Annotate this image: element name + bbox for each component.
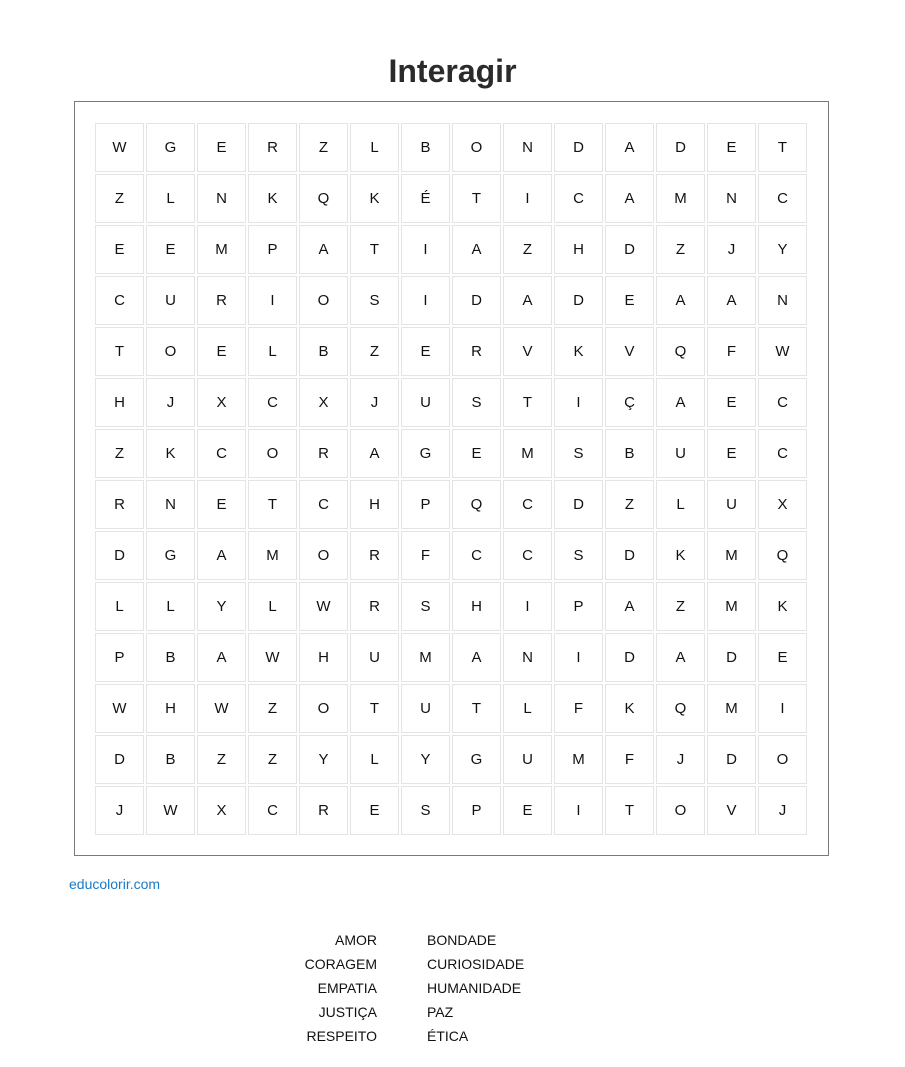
grid-cell: E [197, 123, 246, 172]
grid-cell: M [656, 174, 705, 223]
grid-cell: L [656, 480, 705, 529]
grid-cell: J [758, 786, 807, 835]
grid-cell: C [758, 174, 807, 223]
grid-cell: R [248, 123, 297, 172]
grid-cell: Y [758, 225, 807, 274]
grid-cell: A [605, 123, 654, 172]
grid-cell: H [299, 633, 348, 682]
grid-cell: M [197, 225, 246, 274]
grid-cell: O [299, 684, 348, 733]
grid-cell: Q [656, 684, 705, 733]
grid-cell: W [146, 786, 195, 835]
grid-cell: W [758, 327, 807, 376]
grid-cell: E [758, 633, 807, 682]
grid-cell: A [299, 225, 348, 274]
grid-cell: G [452, 735, 501, 784]
grid-cell: W [95, 684, 144, 733]
grid-cell: S [401, 786, 450, 835]
grid-cell: L [350, 735, 399, 784]
grid-cell: D [554, 123, 603, 172]
grid-cell: Y [401, 735, 450, 784]
grid-cell: S [401, 582, 450, 631]
grid-cell: A [605, 174, 654, 223]
grid-cell: M [707, 531, 756, 580]
grid-cell: I [503, 582, 552, 631]
grid-cell: E [503, 786, 552, 835]
grid-cell: K [758, 582, 807, 631]
grid-cell: J [146, 378, 195, 427]
grid-cell: U [401, 378, 450, 427]
grid-cell: N [146, 480, 195, 529]
grid-cell: D [605, 633, 654, 682]
grid-cell: V [605, 327, 654, 376]
grid-cell: O [656, 786, 705, 835]
grid-cell: Z [350, 327, 399, 376]
grid-cell: A [197, 531, 246, 580]
grid-cell: E [605, 276, 654, 325]
grid-cell: F [707, 327, 756, 376]
grid-cell: O [299, 531, 348, 580]
grid-cell: S [554, 531, 603, 580]
grid-cell: A [656, 276, 705, 325]
grid-cell: T [452, 174, 501, 223]
word-item: RESPEITO [306, 1028, 377, 1044]
grid-cell: L [248, 582, 297, 631]
grid-cell: C [503, 480, 552, 529]
grid-cell: U [146, 276, 195, 325]
grid-cell: M [707, 582, 756, 631]
grid-cell: A [707, 276, 756, 325]
grid-cell: B [146, 735, 195, 784]
word-item: JUSTIÇA [318, 1004, 377, 1020]
grid-cell: O [299, 276, 348, 325]
grid-cell: K [656, 531, 705, 580]
grid-cell: W [197, 684, 246, 733]
grid-cell: X [197, 378, 246, 427]
grid-cell: R [95, 480, 144, 529]
grid-cell: É [401, 174, 450, 223]
grid-cell: I [554, 786, 603, 835]
grid-cell: T [350, 684, 399, 733]
grid-cell: Z [503, 225, 552, 274]
grid-cell: D [605, 225, 654, 274]
grid-cell: H [452, 582, 501, 631]
grid-cell: D [95, 531, 144, 580]
grid-cell: J [350, 378, 399, 427]
grid-cell: C [248, 786, 297, 835]
grid-cell: K [350, 174, 399, 223]
grid-cell: A [197, 633, 246, 682]
grid-cell: N [503, 123, 552, 172]
grid-cell: D [554, 276, 603, 325]
grid-cell: D [707, 633, 756, 682]
grid-cell: H [554, 225, 603, 274]
grid-cell: Z [95, 429, 144, 478]
grid-cell: C [248, 378, 297, 427]
grid-cell: U [656, 429, 705, 478]
grid-cell: U [707, 480, 756, 529]
grid-cell: P [554, 582, 603, 631]
grid-cell: C [503, 531, 552, 580]
grid-cell: A [656, 378, 705, 427]
grid-cell: S [452, 378, 501, 427]
grid-cell: Q [758, 531, 807, 580]
grid-cell: T [503, 378, 552, 427]
grid-cell: U [401, 684, 450, 733]
word-search-grid [95, 123, 807, 835]
grid-cell: C [299, 480, 348, 529]
grid-cell: S [554, 429, 603, 478]
grid-cell: C [758, 378, 807, 427]
grid-cell: A [452, 225, 501, 274]
grid-cell: U [503, 735, 552, 784]
grid-cell: E [350, 786, 399, 835]
grid-cell: S [350, 276, 399, 325]
grid-cell: M [554, 735, 603, 784]
grid-cell: C [758, 429, 807, 478]
grid-cell: A [452, 633, 501, 682]
grid-cell: W [248, 633, 297, 682]
grid-cell: I [554, 633, 603, 682]
grid-cell: B [146, 633, 195, 682]
grid-cell: W [95, 123, 144, 172]
grid-cell: O [146, 327, 195, 376]
grid-cell: F [401, 531, 450, 580]
grid-cell: P [401, 480, 450, 529]
grid-cell: E [707, 429, 756, 478]
grid-cell: L [350, 123, 399, 172]
grid-cell: B [299, 327, 348, 376]
site-link[interactable]: educolorir.com [69, 876, 161, 892]
grid-cell: P [248, 225, 297, 274]
grid-cell: E [95, 225, 144, 274]
grid-cell: Y [197, 582, 246, 631]
grid-cell: O [758, 735, 807, 784]
grid-cell: B [605, 429, 654, 478]
word-item: HUMANIDADE [427, 980, 522, 996]
grid-cell: Y [299, 735, 348, 784]
grid-cell: H [146, 684, 195, 733]
grid-cell: J [656, 735, 705, 784]
grid-cell: E [197, 327, 246, 376]
page-title: Interagir [388, 53, 517, 89]
grid-cell: K [605, 684, 654, 733]
grid-cell: Ç [605, 378, 654, 427]
grid-cell: I [401, 225, 450, 274]
grid-cell: D [707, 735, 756, 784]
word-item: CURIOSIDADE [427, 956, 525, 972]
grid-cell: J [95, 786, 144, 835]
grid-cell: C [95, 276, 144, 325]
word-list [280, 930, 600, 1050]
grid-cell: K [146, 429, 195, 478]
word-item: CORAGEM [304, 956, 377, 972]
grid-cell: Z [605, 480, 654, 529]
grid-cell: D [95, 735, 144, 784]
grid-cell: D [452, 276, 501, 325]
grid-cell: X [299, 378, 348, 427]
grid-cell: R [197, 276, 246, 325]
grid-cell: G [146, 531, 195, 580]
grid-cell: V [707, 786, 756, 835]
grid-cell: O [452, 123, 501, 172]
grid-cell: A [350, 429, 399, 478]
word-item: BONDADE [427, 932, 497, 948]
grid-cell: D [656, 123, 705, 172]
grid-cell: L [146, 174, 195, 223]
grid-cell: M [248, 531, 297, 580]
grid-cell: T [350, 225, 399, 274]
grid-cell: F [554, 684, 603, 733]
grid-cell: Z [197, 735, 246, 784]
grid-cell: I [248, 276, 297, 325]
grid-cell: A [503, 276, 552, 325]
word-item: EMPATIA [317, 980, 377, 996]
grid-cell: G [401, 429, 450, 478]
grid-cell: C [554, 174, 603, 223]
grid-cell: P [95, 633, 144, 682]
grid-cell: E [707, 378, 756, 427]
grid-cell: T [605, 786, 654, 835]
grid-cell: I [401, 276, 450, 325]
grid-cell: K [248, 174, 297, 223]
grid-cell: I [554, 378, 603, 427]
grid-cell: Z [95, 174, 144, 223]
grid-cell: T [452, 684, 501, 733]
grid-cell: L [503, 684, 552, 733]
word-item: ÉTICA [427, 1028, 469, 1044]
grid-cell: T [758, 123, 807, 172]
grid-cell: T [95, 327, 144, 376]
grid-cell: N [503, 633, 552, 682]
grid-cell: E [197, 480, 246, 529]
grid-cell: I [758, 684, 807, 733]
grid-cell: L [146, 582, 195, 631]
grid-cell: R [350, 531, 399, 580]
grid-cell: Q [452, 480, 501, 529]
grid-cell: M [401, 633, 450, 682]
grid-cell: Z [248, 684, 297, 733]
grid-cell: F [605, 735, 654, 784]
grid-cell: O [248, 429, 297, 478]
grid-cell: G [146, 123, 195, 172]
grid-cell: D [554, 480, 603, 529]
grid-cell: E [146, 225, 195, 274]
grid-cell: N [197, 174, 246, 223]
grid-cell: L [95, 582, 144, 631]
grid-cell: H [350, 480, 399, 529]
grid-cell: P [452, 786, 501, 835]
word-item: AMOR [335, 932, 377, 948]
grid-cell: T [248, 480, 297, 529]
grid-cell: Q [656, 327, 705, 376]
word-item: PAZ [427, 1004, 454, 1020]
grid-cell: M [503, 429, 552, 478]
grid-cell: C [452, 531, 501, 580]
grid-cell: H [95, 378, 144, 427]
grid-cell: L [248, 327, 297, 376]
grid-cell: N [758, 276, 807, 325]
grid-cell: U [350, 633, 399, 682]
grid-cell: I [503, 174, 552, 223]
grid-cell: Z [248, 735, 297, 784]
grid-cell: E [707, 123, 756, 172]
grid-cell: J [707, 225, 756, 274]
grid-cell: Z [656, 582, 705, 631]
grid-cell: Z [656, 225, 705, 274]
grid-cell: Z [299, 123, 348, 172]
grid-cell: B [401, 123, 450, 172]
grid-cell: N [707, 174, 756, 223]
grid-cell: E [452, 429, 501, 478]
grid-cell: R [299, 429, 348, 478]
grid-cell: A [656, 633, 705, 682]
grid-cell: Q [299, 174, 348, 223]
grid-cell: X [758, 480, 807, 529]
grid-cell: R [452, 327, 501, 376]
grid-cell: M [707, 684, 756, 733]
grid-cell: K [554, 327, 603, 376]
grid-cell: R [299, 786, 348, 835]
grid-cell: A [605, 582, 654, 631]
grid-cell: X [197, 786, 246, 835]
grid-cell: V [503, 327, 552, 376]
grid-cell: C [197, 429, 246, 478]
grid-cell: E [401, 327, 450, 376]
grid-cell: R [350, 582, 399, 631]
grid-cell: W [299, 582, 348, 631]
grid-cell: D [605, 531, 654, 580]
